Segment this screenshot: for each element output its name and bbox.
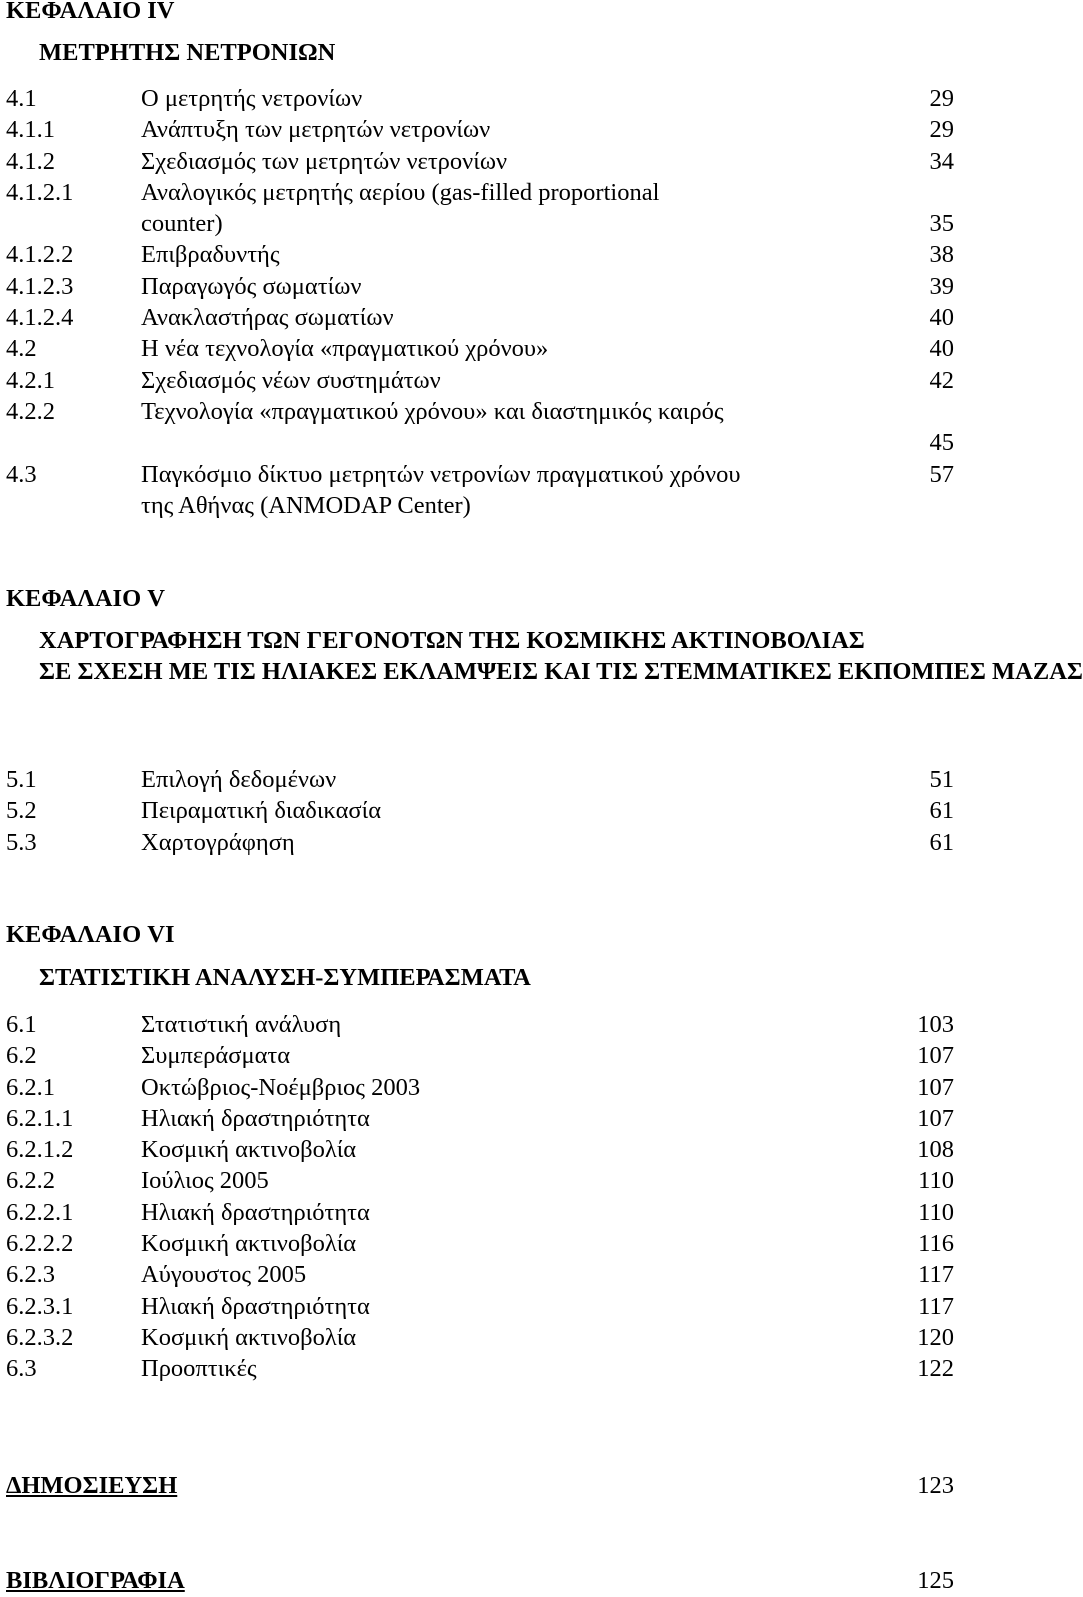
toc-entry-page: 57: [929, 460, 954, 488]
toc-entry[interactable]: [0, 83, 960, 114]
toc-entry[interactable]: [0, 1009, 960, 1040]
toc-entry-number: 4.2: [6, 335, 37, 363]
chapter-6-subtitle: ΣΤΑΤΙΣΤΙΚΗ ΑΝΑΛΥΣΗ-ΣΥΜΠΕΡΑΣΜΑΤΑ: [39, 964, 531, 991]
toc-entry-publication[interactable]: [0, 1471, 960, 1501]
toc-entry-page: 40: [929, 304, 954, 332]
toc-entry-number: 6.2.2.1: [6, 1198, 74, 1226]
toc-entry-number: 4.2.1: [6, 366, 55, 394]
toc-entry[interactable]: [0, 177, 960, 240]
toc-entry[interactable]: [0, 333, 960, 364]
toc-entry[interactable]: [0, 1134, 960, 1165]
toc-entry-number: 6.1: [6, 1011, 37, 1038]
toc-entry-number: 6.2.1.2: [6, 1136, 74, 1164]
toc-entry-number: 4.1: [6, 85, 37, 112]
toc-entry-page: 42: [929, 366, 954, 394]
publication-title: ΔΗΜΟΣΙΕΥΣΗ: [6, 1472, 178, 1499]
toc-entry-page: 107: [917, 1042, 954, 1070]
toc-entry-title: Σχεδιασμός νέων συστημάτων: [141, 366, 441, 394]
chapter-5-toc-list: [0, 764, 960, 858]
toc-entry-title: Επιβραδυντής: [141, 241, 280, 269]
chapter-5-subtitle: [6, 625, 1083, 687]
toc-entry-page: 103: [917, 1011, 954, 1038]
toc-entry-title: Οκτώβριος-Νοέμβριος 2003: [141, 1073, 421, 1101]
toc-entry-title: Συμπεράσματα: [141, 1042, 291, 1070]
toc-entry[interactable]: [0, 1040, 960, 1071]
toc-entry[interactable]: [0, 764, 960, 795]
toc-entry-number: 4.1.2.2: [6, 241, 74, 269]
chapter-5-subtitle-line-1: ΧΑΡΤΟΓΡΑΦΗΣΗ ΤΩΝ ΓΕΓΟΝΟΤΩΝ ΤΗΣ ΚΟΣΜΙΚΗΣ ΑΚΤΙΝΟΒΟΛΙΑΣ: [39, 627, 865, 654]
toc-entry-number: 4.1.2: [6, 147, 55, 175]
toc-entry-page: 61: [929, 797, 954, 825]
toc-entry-number: 4.2.2: [6, 397, 55, 425]
bibliography-title: ΒΙΒΛΙΟΓΡΑΦΙΑ: [6, 1567, 185, 1594]
toc-entry[interactable]: [0, 302, 960, 333]
toc-entry-title: Κοσμική ακτινοβολία: [141, 1230, 357, 1258]
toc-entry-number: 6.2.3.2: [6, 1323, 74, 1351]
toc-entry-title: Στατιστική ανάλυση: [141, 1011, 342, 1038]
toc-entry-title: Κοσμική ακτινοβολία: [141, 1136, 357, 1164]
toc-entry-title: Ηλιακή δραστηριότητα: [141, 1292, 370, 1320]
toc-entry[interactable]: [0, 1197, 960, 1228]
toc-entry[interactable]: [0, 459, 960, 522]
toc-entry-number: 6.3: [6, 1355, 37, 1383]
toc-entry-page: 110: [918, 1198, 954, 1226]
toc-entry[interactable]: [0, 1322, 960, 1353]
toc-entry[interactable]: [0, 271, 960, 302]
chapter-4-subtitle: ΜΕΤΡΗΤΗΣ ΝΕΤΡΟΝΙΩΝ: [39, 39, 336, 66]
toc-entry-page: 116: [918, 1230, 954, 1258]
toc-entry-page: 117: [918, 1261, 954, 1289]
toc-entry-page: 108: [917, 1136, 954, 1164]
toc-entry-page: 40: [929, 335, 954, 363]
toc-entry-number: 4.1.2.1: [6, 178, 74, 206]
toc-entry[interactable]: [0, 396, 960, 459]
toc-entry[interactable]: [0, 795, 960, 826]
toc-entry-number: 5.1: [6, 766, 37, 793]
toc-entry-page: 29: [929, 85, 954, 112]
toc-entry-title: Η νέα τεχνολογία «πραγματικού χρόνου»: [141, 335, 549, 363]
toc-entry-page: 38: [929, 241, 954, 269]
toc-entry[interactable]: [0, 1259, 960, 1290]
toc-entry-number: 4.1.2.3: [6, 272, 74, 300]
toc-entry-number: 6.2.3: [6, 1261, 55, 1289]
toc-entry-number: 4.1.2.4: [6, 304, 74, 332]
chapter-4-heading: ΚΕΦΑΛΑΙΟ IV: [6, 0, 175, 24]
toc-entry[interactable]: [0, 239, 960, 270]
toc-entry-number: 5.3: [6, 828, 37, 856]
toc-entry-number: 6.2.1.1: [6, 1104, 74, 1132]
publication-page: 123: [917, 1472, 954, 1499]
toc-entry-title: Προοπτικές: [141, 1355, 257, 1383]
toc-entry-title: Ο μετρητής νετρονίων: [141, 85, 363, 112]
toc-entry-title: Κοσμική ακτινοβολία: [141, 1323, 357, 1351]
toc-entry[interactable]: [0, 1353, 960, 1384]
toc-entry-number: 5.2: [6, 797, 37, 825]
toc-entry-title: Αναλογικός μετρητής αερίου (gas-filled proportional counter): [141, 178, 660, 238]
toc-entry-page: 61: [929, 828, 954, 856]
toc-entry[interactable]: [0, 1165, 960, 1196]
toc-entry[interactable]: [0, 1072, 960, 1103]
toc-entry-number: 6.2.2: [6, 1167, 55, 1195]
toc-entry-title: Ιούλιος 2005: [141, 1167, 269, 1195]
toc-entry-title: Τεχνολογία «πραγματικού χρόνου» και διαστημικός καιρός: [141, 397, 724, 425]
toc-entry-title: Ηλιακή δραστηριότητα: [141, 1198, 370, 1226]
toc-entry-page: 29: [929, 116, 954, 144]
toc-entry-number: 6.2: [6, 1042, 37, 1070]
toc-entry-number: 6.2.3.1: [6, 1292, 74, 1320]
toc-entry-number: 6.2.1: [6, 1073, 55, 1101]
toc-entry-title: Ανακλαστήρας σωματίων: [141, 304, 394, 332]
toc-entry-page: 39: [929, 272, 954, 300]
toc-entry-title: Σχεδιασμός των μετρητών νετρονίων: [141, 147, 508, 175]
bibliography-page: 125: [917, 1567, 954, 1594]
toc-entry-title: Χαρτογράφηση: [141, 828, 295, 856]
toc-entry-number: 4.1.1: [6, 116, 55, 144]
toc-entry-title: Πειραματική διαδικασία: [141, 797, 382, 825]
toc-entry-page: 107: [917, 1104, 954, 1132]
toc-entry-number: 4.3: [6, 460, 37, 488]
toc-entry-page: 45: [929, 429, 954, 457]
toc-entry-page: 51: [929, 766, 954, 793]
toc-entry-page: 110: [918, 1167, 954, 1195]
chapter-4-toc-list: [0, 83, 960, 521]
toc-entry[interactable]: [0, 146, 960, 177]
toc-entry[interactable]: [0, 1291, 960, 1322]
toc-entry-title: Παραγωγός σωματίων: [141, 272, 362, 300]
toc-entry[interactable]: [0, 1103, 960, 1134]
toc-entry-page: 35: [929, 210, 954, 238]
toc-entry-page: 120: [917, 1323, 954, 1351]
toc-entry-bibliography[interactable]: [0, 1566, 960, 1596]
toc-entry-title: Ηλιακή δραστηριότητα: [141, 1104, 370, 1132]
chapter-6-heading: ΚΕΦΑΛΑΙΟ VI: [6, 921, 175, 948]
toc-entry-page: 34: [929, 147, 954, 175]
toc-entry-page: 122: [917, 1355, 954, 1383]
toc-entry-title: Ανάπτυξη των μετρητών νετρονίων: [141, 116, 491, 144]
toc-entry[interactable]: [0, 365, 960, 396]
toc-entry-page: 117: [918, 1292, 954, 1320]
toc-entry[interactable]: [0, 114, 960, 145]
toc-entry-title: Αύγουστος 2005: [141, 1261, 307, 1289]
toc-entry[interactable]: [0, 827, 960, 858]
chapter-5-heading: ΚΕΦΑΛΑΙΟ V: [6, 585, 165, 612]
toc-entry-number: 6.2.2.2: [6, 1230, 74, 1258]
toc-entry-title: Παγκόσμιο δίκτυο μετρητών νετρονίων πραγματικού χρόνου της Αθήνας (ANMODAP Center): [141, 460, 741, 519]
toc-entry-title: Επιλογή δεδομένων: [141, 766, 337, 793]
chapter-6-toc-list: [0, 1009, 960, 1385]
toc-entry-page: 107: [917, 1073, 954, 1101]
chapter-5-subtitle-line-2: ΣΕ ΣΧΕΣΗ ΜΕ ΤΙΣ ΗΛΙΑΚΕΣ ΕΚΛΑΜΨΕΙΣ ΚΑΙ ΤΙΣ ΣΤΕΜΜΑΤΙΚΕΣ ΕΚΠΟΜΠΕΣ ΜΑΖΑΣ: [39, 658, 1083, 685]
toc-entry[interactable]: [0, 1228, 960, 1259]
